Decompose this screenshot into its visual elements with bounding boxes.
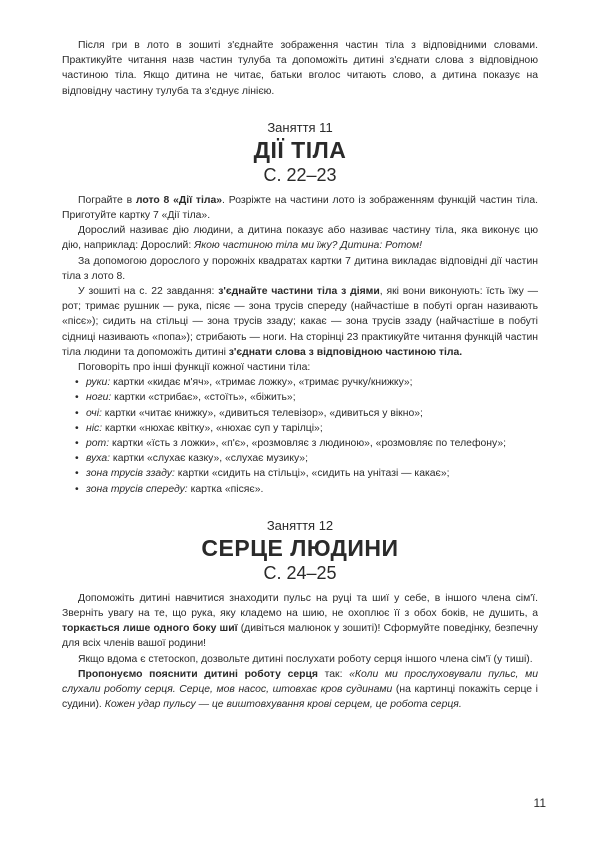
lesson-12-title: СЕРЦЕ ЛЮДИНИ bbox=[201, 534, 399, 561]
list-term: ноги: bbox=[86, 392, 112, 404]
lesson-11-title: ДІЇ ТІЛА bbox=[253, 136, 347, 163]
lesson-11-paragraph-2 bbox=[62, 223, 538, 253]
text-span: (дивіться малюнок у зошиті)! Сформуйте поведінку, безпечну для всіх членів вашої родини! bbox=[62, 623, 538, 650]
lesson-12-pages: С. 24–25 bbox=[263, 562, 337, 583]
quote-text: «Коли ми прослуховували пульс, ми слухали роботу серця. Серце, мов насос, штовхає кров судинами bbox=[62, 668, 538, 696]
list-term: очі: bbox=[86, 407, 102, 419]
lesson-11-paragraph-4 bbox=[62, 284, 538, 360]
text-span: Допоможіть дитині навчитися знаходити пульс на руці та шиї у себе, в іншого члена сім'ї. Зверніть увагу на те, що рука, яку кладемо на шию, не охоплює її з обох боків, не душить, а bbox=[62, 592, 538, 620]
list-item bbox=[86, 375, 538, 390]
dialog-example: Якою частиною тіла ми їжу? Дитина: Ротом! bbox=[194, 240, 423, 252]
suggestion-emphasis: Пропонуємо пояснити дитині роботу серця bbox=[78, 668, 318, 680]
list-term: зона трусів ззаду: bbox=[86, 468, 175, 480]
list-text: картки «нюхає квітку», «нюхає суп у тарілці»; bbox=[102, 422, 323, 434]
text-span: Пограйте в bbox=[78, 194, 136, 206]
lesson-12-paragraph-1 bbox=[62, 591, 538, 652]
lesson-12-label: Заняття 12 bbox=[266, 517, 334, 533]
lesson-11-section bbox=[62, 120, 538, 497]
list-term: зона трусів спереду: bbox=[86, 483, 188, 495]
task-emphasis: з'єднайте частини тіла з діями bbox=[218, 286, 380, 298]
page-number: 11 bbox=[533, 796, 546, 810]
list-term: вуха: bbox=[86, 453, 111, 465]
lesson-11-paragraph-3: За допомогою дорослого у порожніх квадратах картки 7 дитина викладає відповідні дії частин тіла з лото 8. bbox=[62, 255, 538, 282]
safety-emphasis: торкається лише одного боку шиї bbox=[62, 623, 238, 635]
list-text: картки «їсть з ложки», «п'є», «розмовляє з людиною», «розмовляє по телефону»; bbox=[109, 438, 506, 450]
list-item bbox=[86, 451, 538, 466]
lesson-11-label: Заняття 11 bbox=[267, 119, 333, 135]
text-span: так: bbox=[317, 668, 350, 680]
list-term: ніс: bbox=[86, 422, 103, 434]
text-span: , які вони виконують: їсть їжу — рот; тримає рушник — рука, пісяє — зона трусів спереду (найчастіше в побуті орган називають «пісє»); сидить на стільці — зона трусів ззаду; какає — зона трусів ззаду (найчастіше в побуті сідниці називають «попа»); стрибають — ноги. На сторінці 23 практикуйте читання функцій частин тіла людини та допоможіть дитині bbox=[62, 286, 538, 358]
text-span: Дорослий називає дію людини, а дитина показує або називає частину тіла, яка виконує цю дію, наприклад: Дорослий: bbox=[62, 225, 538, 252]
lesson-11-paragraph-5: Поговоріть про інші функції кожної частини тіла: bbox=[78, 362, 311, 374]
intro-paragraph: Після гри в лото в зошиті з'єднайте зображення частин тіла з відповідними словами. Практикуйте читання назв частин тулуба та допоможіть дитині з'єднати слова з відповідною частиною тіла. Якщо дитина не читає, батьки вголос читають слово, а дитина показує на відповідну частину тулуба та з'єднує лінією. bbox=[62, 40, 538, 97]
list-text: картка «пісяє». bbox=[187, 483, 264, 495]
list-term: руки: bbox=[86, 377, 111, 389]
list-text: картки «читає книжку», «дивиться телевізор», «дивиться у вікно»; bbox=[101, 407, 423, 419]
list-text: картки «слухає казку», «слухає музику»; bbox=[110, 453, 308, 465]
list-text: картки «сидить на стільці», «сидить на унітазі — какає»; bbox=[174, 468, 450, 480]
lesson-11-paragraph-1 bbox=[62, 193, 538, 223]
list-item bbox=[86, 390, 538, 405]
list-item bbox=[86, 436, 538, 451]
list-text: картки «кидає м'яч», «тримає ложку», «тримає ручку/книжку»; bbox=[110, 377, 413, 389]
list-term: рот: bbox=[86, 438, 110, 450]
lotto-name: лото 8 «Дії тіла» bbox=[135, 194, 223, 206]
body-functions-list bbox=[62, 375, 538, 497]
list-item bbox=[86, 482, 538, 497]
text-span: (на картинці покажіть серце і судини). bbox=[62, 684, 538, 711]
list-item bbox=[86, 406, 538, 421]
lesson-12-paragraph-3 bbox=[62, 667, 538, 713]
quote-text: Кожен удар пульсу — це виштовхування крові серцем, це робота серця. bbox=[104, 699, 462, 711]
task-emphasis: з'єднати слова з відповідною частиною тіла. bbox=[228, 346, 463, 358]
list-text: картки «стрибає», «стоїть», «біжить»; bbox=[111, 392, 296, 404]
text-span: У зошиті на с. 22 завдання: bbox=[78, 286, 219, 298]
lesson-11-pages: С. 22–23 bbox=[263, 164, 337, 185]
list-item bbox=[86, 466, 538, 481]
list-item bbox=[86, 421, 538, 436]
lesson-12-section bbox=[62, 518, 538, 713]
lesson-12-paragraph-2: Якщо вдома є стетоскоп, дозвольте дитині послухати роботу серця іншого члена сім'ї (у тиші). bbox=[78, 653, 533, 665]
text-span: . Розріжте на частини лото із зображенням функцій частин тіла. Приготуйте картку 7 «Дії тіла». bbox=[62, 194, 538, 222]
